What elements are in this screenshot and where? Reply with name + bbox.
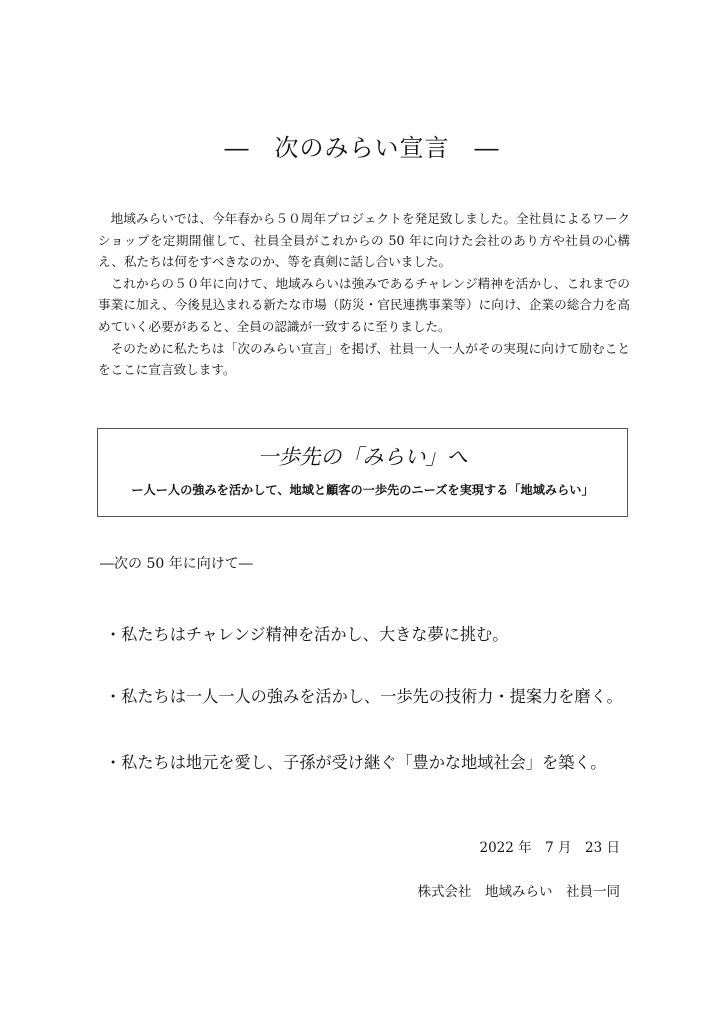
intro-text [98, 208, 630, 381]
slogan-sub: ー人ー人の強みを活かして、地域と顧客の一歩先のニーズを実現する「地域みらい」 [131, 483, 594, 497]
declaration-heading: ―次の 50 年に向けて― [100, 556, 253, 572]
intro-paragraph: これからの５０年に向けて、地域みらいは強みであるチャレンジ精神を活かし、これまでの事業に加え、今後見込まれる新たな市場（防災・官民連携事業等）に向け、企業の総合力を高めていく必要があると、全員の認識が一致するに至りました。 [98, 275, 630, 334]
pledge-item: ・私たちは一人一人の強みを活かし、一歩先の技術力・提案力を磨く。 [105, 687, 623, 706]
page-title: ― 次のみらい宣言 ― [224, 134, 500, 162]
signature: 株式会社 地域みらい 社員一同 [417, 884, 620, 900]
intro-paragraph: そのために私たちは「次のみらい宣言」を掲げ、社員一人一人がその実現に向けて励むことをここに宣言致します。 [98, 340, 630, 378]
pledge-item: ・私たちはチャレンジ精神を活かし、大きな夢に挑む。 [105, 625, 509, 644]
intro-paragraph: 地域みらいでは、今年春から５０周年プロジェクトを発足致しました。全社員によるワークショップを定期開催して、社員全員がこれからの 50 年に向けた会社のあり方や社員の心構え、私たちは何をすべきなのか、等を真剣に話し合いました。 [98, 211, 630, 270]
pledge-item: ・私たちは地元を愛し、子孫が受け継ぐ「豊かな地域社会」を築く。 [105, 753, 607, 772]
date: 2022 年 7 月 23 日 [479, 840, 620, 856]
slogan-main: 一歩先の「みらい」へ [257, 445, 468, 469]
slogan-box [97, 428, 628, 517]
